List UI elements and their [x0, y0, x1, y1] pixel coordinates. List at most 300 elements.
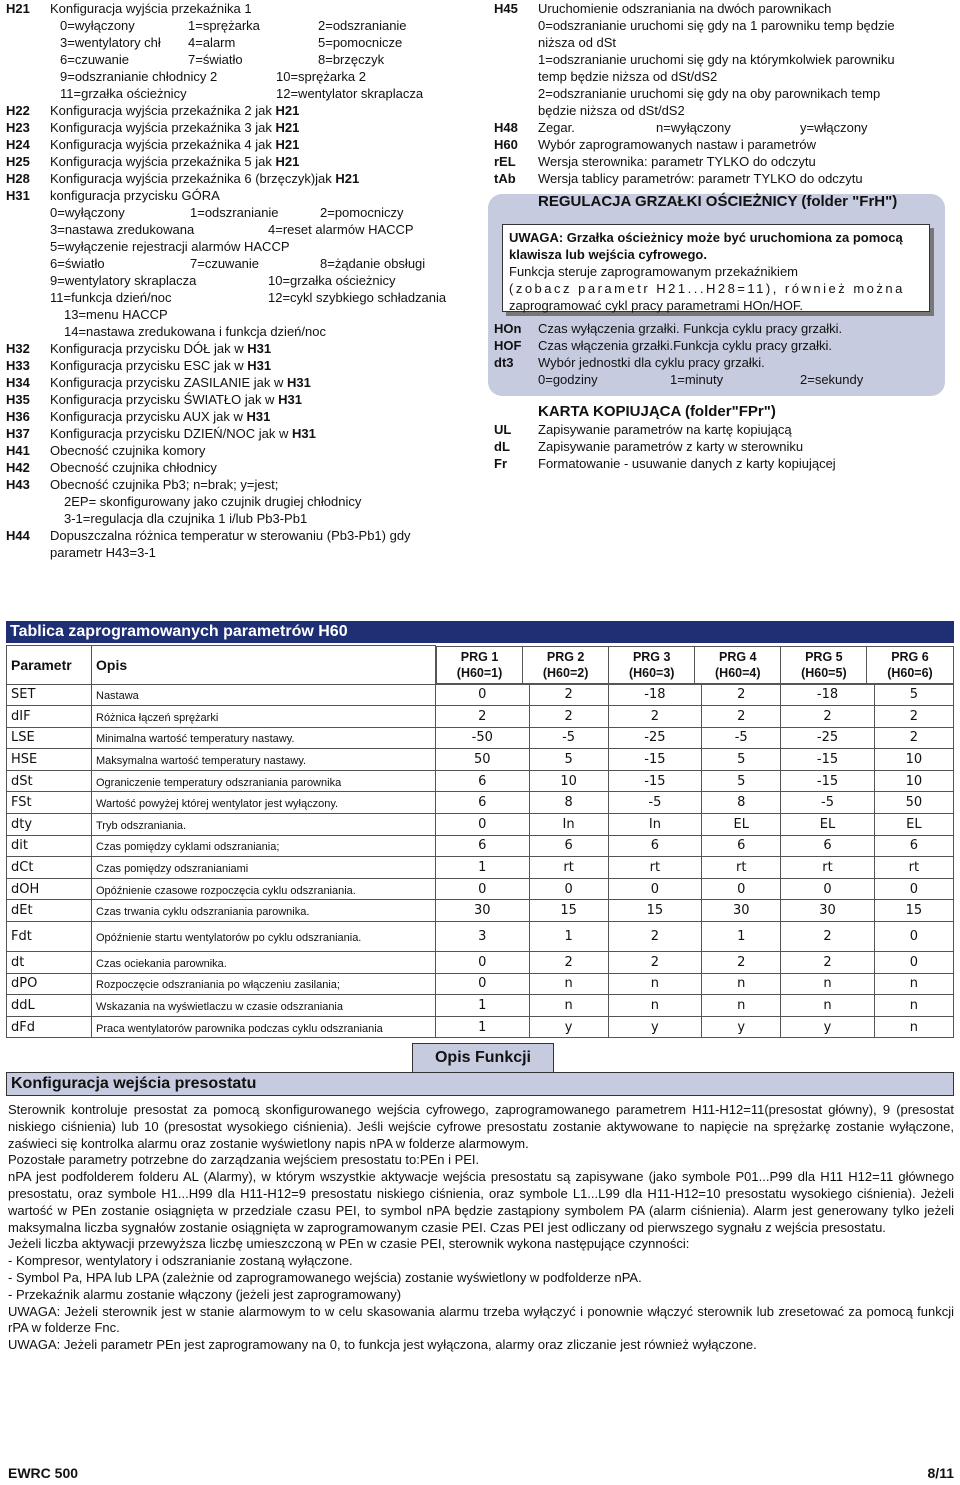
option: 9=odszranianie chłodnicy 2	[60, 69, 218, 84]
table-title: Tablica zaprogramowanych parametrów H60	[6, 621, 954, 643]
preset-value-cell: EL	[702, 814, 781, 836]
preset-value-cell: y	[529, 1016, 608, 1038]
preset-value-cell: n	[702, 995, 781, 1017]
param-rel	[494, 153, 954, 170]
option: n=wyłączony	[656, 120, 731, 135]
table-row	[7, 973, 954, 995]
fpr-section-title: KARTA KOPIUJĄCA (folder"FPr")	[538, 403, 776, 420]
preset-value-cell: 30	[436, 900, 530, 922]
table-row	[7, 835, 954, 857]
param-desc	[538, 153, 954, 170]
section-heading: Opis Funkcji	[412, 1043, 554, 1073]
preset-value-cell: 6	[702, 835, 781, 857]
warning-text: UWAGA: Grzałka ościeżnicy może być uruchomiona za pomocą klawisza lub wejścia cyfrowego.	[509, 230, 903, 262]
preset-value-cell: 2	[529, 952, 608, 974]
param-desc	[50, 442, 476, 459]
option: 2=odszranianie	[318, 18, 407, 33]
option-row	[50, 51, 476, 68]
prg-label: PRG 1	[460, 649, 499, 664]
footer-page-number: 8/11	[927, 1465, 954, 1481]
option: 0=godziny	[538, 372, 598, 387]
preset-value-cell: -18	[608, 684, 702, 706]
param-text: Konfiguracja przycisku ESC jak w	[50, 358, 244, 373]
param-desc-cell: Czas pomiędzy odszranianiami	[92, 857, 436, 879]
option: 0=wyłączony	[50, 205, 125, 220]
param-code-cell: dSt	[7, 770, 92, 792]
option: 9=wentylatory skraplacza	[50, 273, 197, 288]
param-code: dt3	[494, 355, 514, 370]
preset-value-cell: 8	[529, 792, 608, 814]
param-h24	[6, 136, 476, 153]
preset-value-cell: 2	[608, 952, 702, 974]
option: 5=wyłączenie rejestracji alarmów HACCP	[50, 239, 290, 254]
preset-value-cell: 6	[781, 835, 875, 857]
preset-value-cell: 0	[436, 684, 530, 706]
preset-value-cell: 0	[436, 878, 530, 900]
column-header: Parametr	[7, 646, 92, 685]
option: 3=nastawa zredukowana	[50, 222, 195, 237]
table-row	[7, 684, 954, 706]
option: 8=brzęczyk	[318, 52, 385, 67]
param-text: Wersja tablicy parametrów: parametr TYLKO do odczytu	[538, 171, 863, 186]
preset-value-cell: 30	[781, 900, 875, 922]
param-code: H35	[6, 392, 30, 407]
param-code: H23	[6, 120, 30, 135]
preset-value-cell: n	[781, 973, 875, 995]
param-h28	[6, 170, 476, 187]
param-code: H22	[6, 103, 30, 118]
option: 2=sekundy	[800, 372, 864, 387]
preset-value-cell: 6	[436, 835, 530, 857]
preset-value-cell: -5	[702, 727, 781, 749]
option: 6=czuwanie	[60, 52, 130, 67]
preset-value-cell: 2	[608, 706, 702, 728]
preset-value-cell: rt	[781, 857, 875, 879]
table-header-row	[7, 646, 954, 685]
table-row	[7, 770, 954, 792]
param-ref: H31	[278, 392, 302, 407]
param-ref: H31	[247, 341, 272, 356]
param-h43	[6, 476, 476, 527]
preset-value-cell: 2	[702, 684, 781, 706]
preset-value-cell: n	[702, 973, 781, 995]
preset-value-cell: -15	[781, 749, 875, 771]
option: 1=minuty	[670, 372, 724, 387]
frh-warning-box	[502, 224, 930, 312]
param-code: H48	[494, 120, 518, 135]
param-ref: H21	[335, 171, 360, 186]
param-ref: H31	[287, 375, 311, 390]
option: 3=wentylatory chł	[60, 35, 161, 50]
param-desc	[538, 136, 954, 153]
param-code-cell: FSt	[7, 792, 92, 814]
option-row	[50, 323, 476, 340]
paragraph: - Symbol Pa, HPA lub LPA (zależnie od zaprogramowanego wejścia) zostanie wyświetlony w podfolderze nPA.	[8, 1269, 642, 1285]
param-desc: Zapisywanie parametrów na kartę kopiującą	[538, 422, 792, 437]
param-code: H36	[6, 409, 30, 424]
param-h42	[6, 459, 476, 476]
param-text: Konfiguracja przycisku AUX jak w	[50, 409, 243, 424]
param-code: H44	[6, 528, 30, 543]
param-ref: H21	[275, 154, 300, 169]
param-code-cell: dt	[7, 952, 92, 974]
param-text: Konfiguracja wyjścia przekaźnika 5 jak	[50, 154, 272, 169]
param-code: tAb	[494, 171, 516, 186]
param-fr	[494, 455, 934, 472]
option: 10=sprężarka 2	[276, 69, 366, 84]
preset-value-cell: 5	[874, 684, 953, 706]
param-code: HOF	[494, 338, 522, 353]
param-desc-cell: Czas trwania cyklu odszraniania parownika.	[92, 900, 436, 922]
prg-header	[437, 646, 523, 683]
param-code: H60	[494, 137, 518, 152]
option-row	[50, 221, 476, 238]
param-h32	[6, 340, 476, 357]
preset-value-cell: -5	[529, 727, 608, 749]
table-row	[7, 1016, 954, 1038]
preset-value-cell: rt	[874, 857, 953, 879]
param-desc-cell: Czas pomiędzy cyklami odszraniania;	[92, 835, 436, 857]
param-desc-cell: Wartość powyżej której wentylator jest wyłączony.	[92, 792, 436, 814]
option-row	[50, 306, 476, 323]
param-dt3	[494, 354, 934, 388]
option-row	[50, 34, 476, 51]
preset-value-cell: rt	[702, 857, 781, 879]
param-desc: parametr H43=3-1	[50, 545, 156, 560]
preset-value-cell: n	[874, 995, 953, 1017]
preset-value-cell: n	[529, 973, 608, 995]
param-code: UL	[494, 422, 512, 437]
option: 4=reset alarmów HACCP	[268, 222, 414, 237]
param-desc: Czas wyłączenia grzałki. Funkcja cyklu pracy grzałki.	[538, 321, 843, 336]
param-code-cell: LSE	[7, 727, 92, 749]
preset-value-cell: 0	[436, 952, 530, 974]
presostat-description	[8, 1102, 954, 1354]
preset-value-cell: 2	[702, 706, 781, 728]
preset-value-cell: 15	[608, 900, 702, 922]
param-h60	[494, 136, 954, 153]
preset-value-cell: 2	[702, 952, 781, 974]
param-h45	[494, 0, 954, 119]
preset-value-cell: 2	[529, 684, 608, 706]
option-row	[50, 272, 476, 289]
param-ul	[494, 421, 934, 438]
param-h41	[6, 442, 476, 459]
param-desc: Dopuszczalna różnica temperatur w sterowaniu (Pb3-Pb1) gdy	[50, 528, 411, 543]
param-h44	[6, 527, 476, 561]
preset-value-cell: 10	[874, 770, 953, 792]
param-h23	[6, 119, 476, 136]
param-desc-cell: Maksymalna wartość temperatury nastawy.	[92, 749, 436, 771]
preset-value-cell: -15	[608, 770, 702, 792]
param-tab	[494, 170, 954, 187]
prg-header	[523, 646, 609, 683]
option: 8=żądanie obsługi	[320, 256, 426, 271]
param-desc-cell: Ograniczenie temperatury odszraniania parownika	[92, 770, 436, 792]
paragraph: UWAGA: Jeżeli sterownik jest w stanie alarmowym to w celu skasowania alarmu trzeba wyłączyć i ponownie włączyć sterownik lub zresetować za pomocą funkcji rPA w folderze Fnc.	[8, 1303, 954, 1336]
prg-header	[695, 646, 781, 683]
preset-value-cell: 6	[436, 792, 530, 814]
param-code: H37	[6, 426, 30, 441]
prg-h60-value: (H60=4)	[715, 665, 761, 680]
param-desc	[50, 119, 476, 136]
paragraph: Sterownik kontroluje presostat za pomocą skonfigurowanego wejścia cyfrowego, zaprogramowanego parametrem H11-H12=11(presostat główny), 9 (presostat niskiego ciśnienia) lub 10 (presostat wysokiego ciśnienia). Jeśli wejście cyfrowe presostatu zostanie aktywowane to napięcie na sprężarkę zostanie wyłączone, zaświeci się kontrolka alarmu oraz zostanie wyświetlony napis nPA w folderze alarmowym.	[8, 1102, 954, 1151]
preset-value-cell: -15	[608, 749, 702, 771]
preset-value-cell: 2	[436, 706, 530, 728]
param-desc	[50, 170, 476, 187]
paragraph: nPA jest podfolderem folderu AL (Alarmy), w którym wszystkie aktywacje wejścia presostatu są zapisywane (jako symbole P01...P99 dla H11 H12=11 głównego presostatu, oraz symbole H1...H99 dla H11-H12=9 presostatu niskiego ciśnienia, oraz symbole L1...L99 dla H11-H12=10 presostatu wysokiego ciśnienia). Jeżeli wartość w PEn zostanie osiągnięta w przedziale czasu PEI, to symbol nPA będzie zastąpiony symbolem PA (alarm ciśnienia). Alarm jest generowany tylko jeżeli maksymalna liczba sygnałów zostanie osiągnięta w zaprogramowanym czasie PEI. Czas PEI jest odliczany od pierwszego sygnału z wejścia presostatu.	[8, 1169, 954, 1235]
param-ref: H31	[246, 409, 271, 424]
preset-value-cell: 2	[608, 922, 702, 952]
preset-value-cell: n	[608, 995, 702, 1017]
param-desc: Obecność czujnika Pb3; n=brak; y=jest;	[50, 477, 279, 492]
preset-value-cell: In	[529, 814, 608, 836]
option: 12=wentylator skraplacza	[276, 86, 424, 101]
param-text: Konfiguracja przycisku DÓŁ jak w	[50, 341, 244, 356]
param-desc	[50, 153, 476, 170]
param-desc: temp będzie niższa od dSt/dS2	[538, 69, 718, 84]
param-text: Konfiguracja wyjścia przekaźnika 2 jak	[50, 103, 272, 118]
param-desc: niższa od dSt	[538, 35, 617, 50]
param-desc: 0=odszranianie uruchomi się gdy na 1 parowniku temp będzie	[538, 18, 895, 33]
preset-value-cell: 10	[529, 770, 608, 792]
option: y=włączony	[800, 120, 868, 135]
option-row	[50, 85, 476, 102]
preset-value-cell: 8	[702, 792, 781, 814]
preset-value-cell: 2	[781, 952, 875, 974]
option: 12=cykl szybkiego schładzania	[268, 290, 447, 305]
option: 7=czuwanie	[190, 256, 260, 271]
option: 1=sprężarka	[188, 18, 260, 33]
param-desc-cell: Praca wentylatorów parownika podczas cyklu odszraniania	[92, 1016, 436, 1038]
param-desc: Wybór jednostki dla cyklu pracy grzałki.	[538, 355, 765, 370]
table-row	[7, 727, 954, 749]
param-desc: 2=odszranianie uruchomi się gdy na oby parownikach temp	[538, 86, 881, 101]
paragraph: UWAGA: Jeżeli parametr PEn jest zaprogramowany na 0, to funkcja jest wyłączona, alarmy oraz zliczanie jest również wyłączone.	[8, 1337, 757, 1353]
param-desc: będzie niższa od dSt/dS2	[538, 103, 685, 118]
option: 14=nastawa zredukowana i funkcja dzień/noc	[64, 324, 326, 339]
table-row	[7, 749, 954, 771]
prg-h60-value: (H60=2)	[542, 665, 589, 680]
param-ref: H21	[275, 103, 300, 118]
option-row	[538, 371, 934, 388]
column-header: Opis	[92, 646, 436, 685]
preset-value-cell: 50	[874, 792, 953, 814]
option: 4=alarm	[188, 35, 236, 50]
param-h33	[6, 357, 476, 374]
table-row	[7, 706, 954, 728]
param-desc-cell: Różnica łączeń sprężarki	[92, 706, 436, 728]
option-row	[50, 289, 476, 306]
param-code: H33	[6, 358, 30, 373]
preset-value-cell: 2	[874, 727, 953, 749]
preset-value-cell: 2	[781, 922, 875, 952]
prg-label: PRG 6	[891, 649, 929, 664]
preset-value-cell: n	[781, 995, 875, 1017]
param-desc: Konfiguracja wyjścia przekaźnika 1	[50, 1, 252, 16]
preset-parameters-table	[6, 645, 954, 1038]
preset-value-cell: 5	[529, 749, 608, 771]
prg-h60-value: (H60=6)	[887, 665, 933, 680]
option: 7=światło	[188, 52, 243, 67]
paragraph: - Kompresor, wentylatory i odszranianie zostaną wyłączone.	[8, 1253, 353, 1269]
option-row	[50, 68, 476, 85]
param-code-cell: Fdt	[7, 922, 92, 952]
param-code: H32	[6, 341, 30, 356]
param-code: HOn	[494, 321, 522, 336]
param-code-cell: dFd	[7, 1016, 92, 1038]
option-row	[538, 119, 954, 136]
preset-value-cell: 1	[436, 995, 530, 1017]
option: 13=menu HACCP	[64, 307, 168, 322]
param-text: Wersja sterownika: parametr TYLKO do odczytu	[538, 154, 816, 169]
preset-value-cell: -25	[781, 727, 875, 749]
preset-value-cell: 50	[436, 749, 530, 771]
param-h35	[6, 391, 476, 408]
param-text: Konfiguracja wyjścia przekaźnika 4 jak	[50, 137, 272, 152]
preset-value-cell: 6	[436, 770, 530, 792]
param-text: Konfiguracja przycisku DZIEŃ/NOC jak w	[50, 426, 289, 441]
option: 1=odszranianie	[190, 205, 279, 220]
param-code-cell: dty	[7, 814, 92, 836]
param-code-cell: dCt	[7, 857, 92, 879]
preset-value-cell: y	[702, 1016, 781, 1038]
param-text: Obecność czujnika komory	[50, 443, 206, 458]
preset-value-cell: 0	[436, 814, 530, 836]
paragraph: Jeżeli liczba aktywacji przewyższa liczbę umieszczoną w PEn w czasie PEI, sterownik wykona następujące czynności:	[8, 1236, 690, 1252]
param-desc-cell: Nastawa	[92, 684, 436, 706]
preset-value-cell: 1	[702, 922, 781, 952]
preset-value-cell: rt	[529, 857, 608, 879]
prg-label: PRG 2	[546, 649, 585, 664]
param-desc: Formatowanie - usuwanie danych z karty kopiującej	[538, 456, 836, 471]
prg-h60-value: (H60=3)	[628, 665, 675, 680]
preset-value-cell: 0	[529, 878, 608, 900]
table-row	[7, 900, 954, 922]
param-code: H25	[6, 154, 30, 169]
option: 11=funkcja dzień/noc	[50, 290, 172, 305]
param-desc	[50, 408, 476, 425]
param-h48	[494, 119, 954, 136]
param-code: H42	[6, 460, 30, 475]
option-row	[50, 204, 476, 221]
prg-label: PRG 4	[719, 649, 757, 664]
param-desc-cell: Wskazania na wyświetlaczu w czasie odszraniania	[92, 995, 436, 1017]
param-text: Konfiguracja przycisku ZASILANIE jak w	[50, 375, 284, 390]
param-desc: Zegar.	[538, 120, 575, 135]
param-desc	[50, 459, 476, 476]
option: 6=światło	[50, 256, 105, 271]
paragraph: - Przekaźnik alarmu zostanie włączony (jeżeli jest zaprogramowany)	[8, 1286, 402, 1302]
table-row	[7, 952, 954, 974]
param-code-cell: SET	[7, 684, 92, 706]
param-code: dL	[494, 439, 510, 454]
preset-value-cell: -15	[781, 770, 875, 792]
table-row	[7, 995, 954, 1017]
preset-value-cell: n	[874, 973, 953, 995]
param-code: rEL	[494, 154, 516, 169]
param-desc: Czas włączenia grzałki.Funkcja cyklu pracy grzałki.	[538, 338, 833, 353]
preset-value-cell: n	[608, 973, 702, 995]
param-code-cell: dEt	[7, 900, 92, 922]
prg-label: PRG 5	[805, 649, 843, 664]
preset-value-cell: 6	[874, 835, 953, 857]
param-desc	[538, 170, 954, 187]
table-row	[7, 857, 954, 879]
preset-value-cell: 0	[874, 952, 953, 974]
param-desc-cell: Minimalna wartość temperatury nastawy.	[92, 727, 436, 749]
param-code: H34	[6, 375, 30, 390]
preset-value-cell: 2	[874, 706, 953, 728]
warning-text: (zobacz parametr H21...H28=11), również można	[509, 281, 905, 296]
prg-header	[781, 646, 867, 683]
paragraph: Pozostałe parametry potrzebne do zarządzania wejściem presostatu to:PEn i PEI.	[8, 1152, 480, 1168]
preset-value-cell: -50	[436, 727, 530, 749]
param-hof	[494, 337, 934, 354]
preset-value-cell: 0	[781, 878, 875, 900]
preset-value-cell: -5	[608, 792, 702, 814]
option-row	[50, 238, 476, 255]
preset-value-cell: 30	[702, 900, 781, 922]
option: 5=pomocnicze	[318, 35, 403, 50]
preset-value-cell: n	[874, 1016, 953, 1038]
warning-text: zaprogramować cykl pracy parametrami HOn/HOF.	[509, 298, 804, 313]
preset-value-cell: -18	[781, 684, 875, 706]
fpr-params	[494, 421, 934, 472]
option: 11=grzałka ościeżnicy	[60, 86, 187, 101]
option: 10=grzałka ościeżnicy	[268, 273, 396, 288]
param-desc	[50, 391, 476, 408]
option: 2=pomocniczy	[320, 205, 404, 220]
preset-value-cell: In	[608, 814, 702, 836]
param-desc	[50, 340, 476, 357]
param-text: Wybór zaprogramowanych nastaw i parametrów	[538, 137, 817, 152]
preset-value-cell: EL	[781, 814, 875, 836]
param-h21	[6, 0, 476, 102]
param-desc-cell: Rozpoczęcie odszraniania po włączeniu zasilania;	[92, 973, 436, 995]
preset-value-cell: 0	[436, 973, 530, 995]
preset-value-cell: -5	[781, 792, 875, 814]
preset-value-cell: rt	[608, 857, 702, 879]
option: 0=wyłączony	[60, 18, 135, 33]
param-desc-cell: Opóźnienie startu wentylatorów po cyklu odszraniania.	[92, 922, 436, 952]
param-code: H41	[6, 443, 30, 458]
table-row	[7, 922, 954, 952]
param-dl	[494, 438, 934, 455]
warning-text: Funkcja steruje zaprogramowanym przekaźnikiem	[509, 264, 799, 279]
left-column	[6, 0, 476, 561]
param-code-cell: dPO	[7, 973, 92, 995]
param-desc	[50, 136, 476, 153]
preset-value-cell: 0	[608, 878, 702, 900]
prg-label: PRG 3	[632, 649, 671, 664]
param-desc: konfiguracja przycisku GÓRA	[50, 188, 220, 203]
param-code-cell: dOH	[7, 878, 92, 900]
param-text: Konfiguracja przycisku ŚWIATŁO jak w	[50, 392, 275, 407]
param-code: H28	[6, 171, 30, 186]
param-text: Konfiguracja wyjścia przekaźnika 3 jak	[50, 120, 272, 135]
param-text: Konfiguracja wyjścia przekaźnika 6 (brzęczyk)jak	[50, 171, 332, 186]
table-row	[7, 814, 954, 836]
preset-value-cell: 0	[874, 878, 953, 900]
param-h25	[6, 153, 476, 170]
frh-params	[494, 320, 934, 388]
footer-model: EWRC 500	[8, 1465, 79, 1481]
param-ref: H21	[275, 120, 300, 135]
preset-value-cell: 0	[702, 878, 781, 900]
preset-value-cell: EL	[874, 814, 953, 836]
param-desc: Zapisywanie parametrów z karty w sterowniku	[538, 439, 804, 454]
